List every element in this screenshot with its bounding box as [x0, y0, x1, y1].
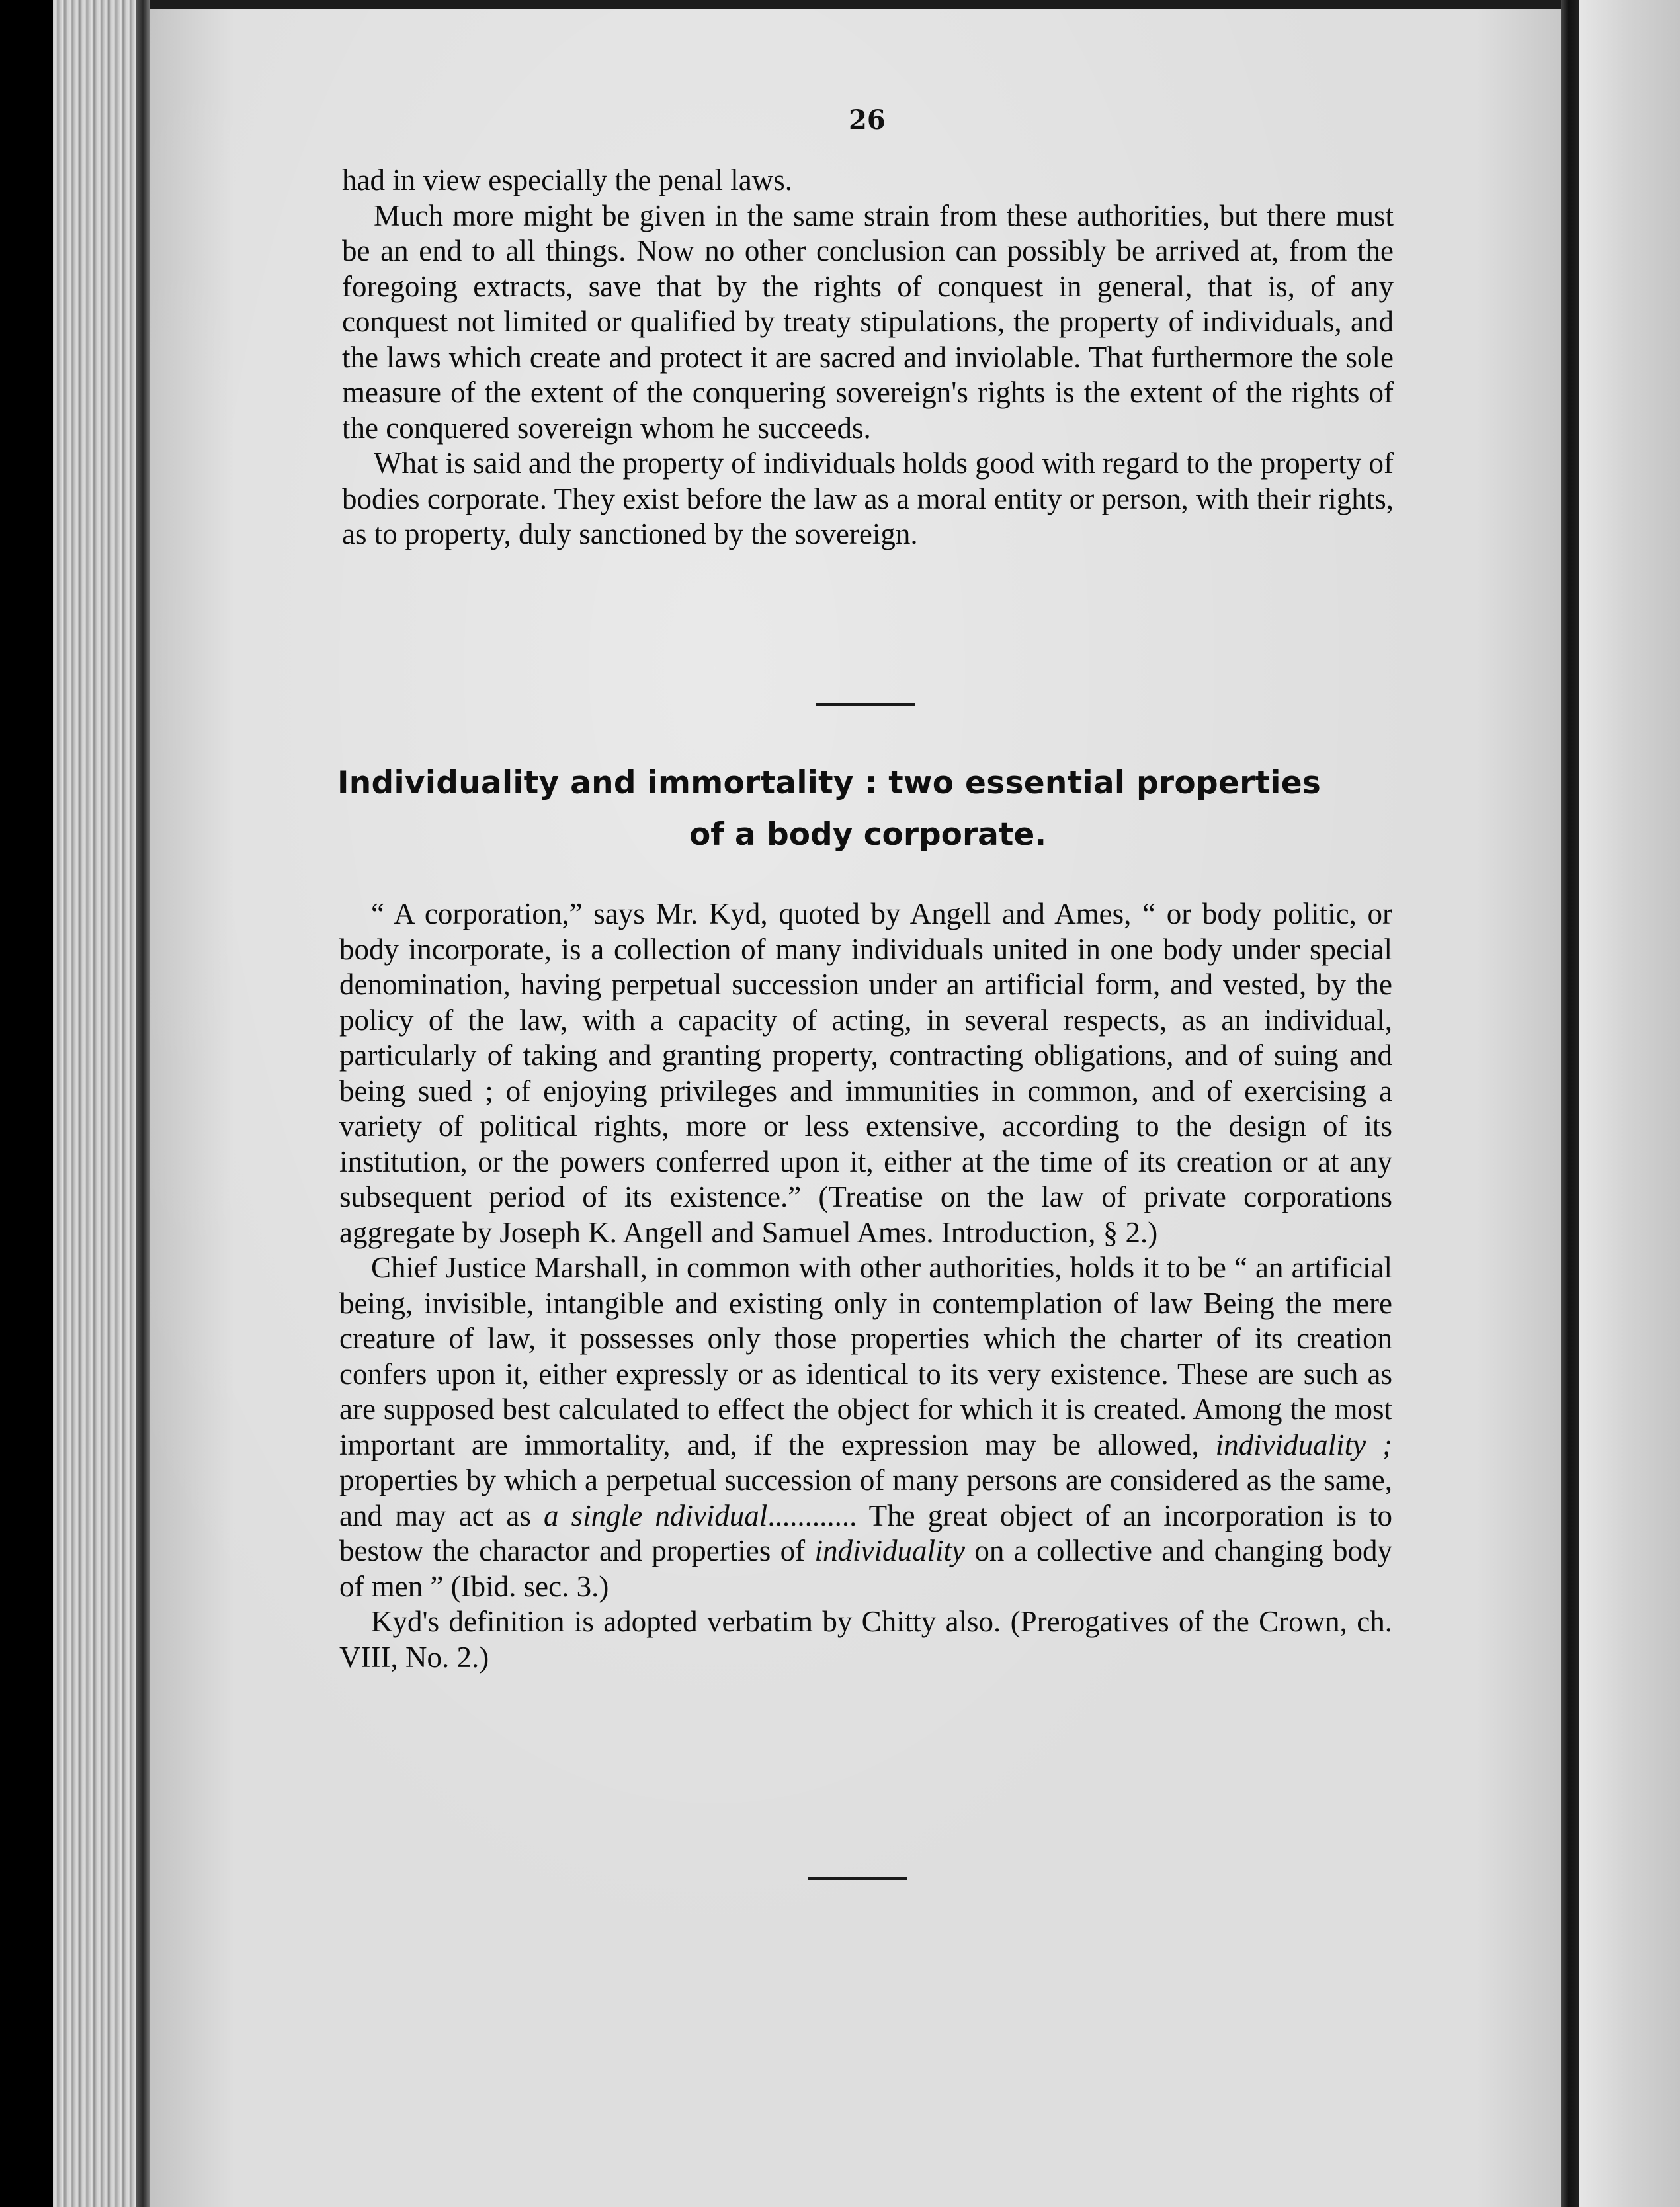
- paragraph-conquest: Much more might be given in the same strain from these authorities, but there must be an end to all things. Now no other conclusion can possibly be arrived at, from the foregoing extracts, save that by the rights of conquest in general, that is, of any conquest not limited or qualified by treaty stipulations, the property of individuals, and the laws which create and protect it are sacred and inviolable. That furthermore the sole measure of the extent of the conquering sovereign's rights is the extent of the rights of the conquered sovereign whom he succeeds.: [342, 198, 1394, 445]
- binding-shadow: [136, 0, 150, 2207]
- section-rule-bottom: [808, 1877, 907, 1880]
- gutter-right: [1561, 0, 1579, 2207]
- marshall-text-3: ............ The great object of an incorporation is to bestow the charactor and properties of: [339, 1498, 1392, 1567]
- top-text-block: [342, 163, 1394, 552]
- marshall-italic-single-individual: a single ndividual: [544, 1498, 768, 1532]
- section-heading: [337, 757, 1398, 861]
- marshall-text-2: properties by which a perpetual succession of many persons are considered as the same, and may act as: [339, 1463, 1392, 1532]
- marshall-italic-individuality-2: individuality: [814, 1534, 965, 1567]
- marshall-italic-individuality: individuality ;: [1215, 1428, 1393, 1461]
- paragraph-marshall: [339, 1250, 1392, 1604]
- body-text-block: [339, 896, 1392, 1675]
- top-edge-shadow: [150, 0, 1561, 9]
- marshall-text-4: on a collective and changing body of men ” (Ibid. sec. 3.): [339, 1534, 1392, 1603]
- paragraph-penal-laws: had in view especially the penal laws.: [342, 163, 793, 196]
- heading-line-2: of a body corporate.: [689, 816, 1047, 853]
- section-rule-top: [816, 703, 915, 706]
- marshall-text-1: Chief Justice Marshall, in common with other authorities, holds it to be “ an artificial being, invisible, intangible and existing only in contemplation of law Being the mere creature of law, it possesses only those properties which the charter of its creation confers upon it, either expressly or as identical to its very existence. These are such as are supposed best calculated to effect the object for which it is created. Among the most important are immortality, and, if the expression may be allowed,: [339, 1251, 1392, 1461]
- page-number: 26: [849, 105, 886, 136]
- paragraph-kyd-quote: “ A corporation,” says Mr. Kyd, quoted by Angell and Ames, “ or body politic, or body incorporate, is a collection of many individuals united in one body under special denomination, having perpetual succession under an artificial form, and vested, by the policy of the law, with a capacity of acting, in several respects, as an individual, particularly of taking and granting property, contracting obligations, and of suing and being sued ; of enjoying privileges and immunities in common, and of exercising a variety of political rights, more or less extensive, according to the design of its institution, or the powers conferred upon it, either at the time of its creation or at any subsequent period of its existence.” (Treatise on the law of private corporations aggregate by Joseph K. Angell and Samuel Ames. Introduction, § 2.): [339, 897, 1392, 1249]
- heading-line-1: Individuality and immortality : two essential properties: [337, 765, 1322, 801]
- next-page-edge: [1579, 0, 1680, 2207]
- paragraph-chitty: Kyd's definition is adopted verbatim by Chitty also. (Prerogatives of the Crown, ch. VIII, No. 2.): [339, 1605, 1392, 1674]
- paragraph-bodies-corporate: What is said and the property of individuals holds good with regard to the property of bodies corporate. They exist before the law as a moral entity or person, with their rights, as to property, duly sanctioned by the sovereign.: [342, 447, 1394, 550]
